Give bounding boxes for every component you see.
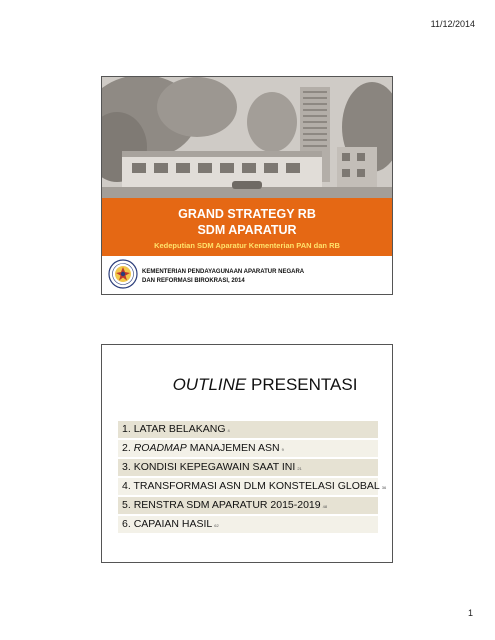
outline-item (118, 478, 387, 495)
item-number: 6. (122, 518, 134, 530)
outline-item (118, 459, 378, 476)
page-date: 11/12/2014 (430, 19, 475, 29)
item-page-ref: 36 (381, 485, 387, 490)
item-number: 2. (122, 442, 134, 454)
ministry-line-2: DAN REFORMASI BIROKRASI, 2014 (142, 278, 245, 284)
item-page-ref: 48 (322, 504, 328, 509)
title-line-1: GRAND STRATEGY RB (178, 207, 316, 221)
item-page-ref: 9 (281, 447, 284, 452)
ministry-emblem-icon (108, 259, 138, 289)
ministry-line-1: KEMENTERIAN PENDAYAGUNAAN APARATUR NEGARA (142, 269, 305, 275)
outline-heading (102, 375, 392, 395)
item-text: MANAJEMEN ASN (186, 442, 280, 454)
page-number: 1 (467, 608, 473, 618)
title-band (102, 198, 392, 256)
outline-item (118, 497, 378, 514)
item-page-ref: 21 (297, 466, 302, 471)
title-slide (101, 76, 393, 295)
outline-slide (101, 344, 393, 563)
title-line-2: SDM APARATUR (197, 223, 297, 237)
item-number: 5. (122, 499, 134, 511)
item-text: TRANSFORMASI ASN DLM KONSTELASI GLOBAL (133, 480, 380, 492)
item-text: CAPAIAN HASIL (133, 518, 213, 530)
item-number: 3. (122, 461, 134, 473)
ministry-name (142, 268, 304, 286)
building-photo (102, 77, 392, 198)
outline-list (118, 421, 387, 535)
outline-item (118, 516, 378, 533)
outline-item (118, 440, 378, 457)
subtitle: Kedeputian SDM Aparatur Kementerian PAN dan RB (154, 241, 340, 250)
outline-heading-rest: PRESENTASI (246, 375, 358, 394)
item-text: KONDISI KEPEGAWAIN SAAT INI (133, 461, 296, 473)
outline-heading-italic: OUTLINE (172, 375, 247, 394)
item-text: LATAR BELAKANG (133, 423, 226, 435)
item-page-ref: 4 (227, 428, 230, 433)
outline-item (118, 421, 378, 438)
item-text: RENSTRA SDM APARATUR 2015-2019 (133, 499, 321, 511)
ministry-footer (102, 256, 392, 294)
item-page-ref: 62 (214, 523, 219, 528)
item-number: 4. (122, 480, 134, 492)
item-number: 1. (122, 423, 134, 435)
item-text-italic: ROADMAP (133, 442, 187, 454)
